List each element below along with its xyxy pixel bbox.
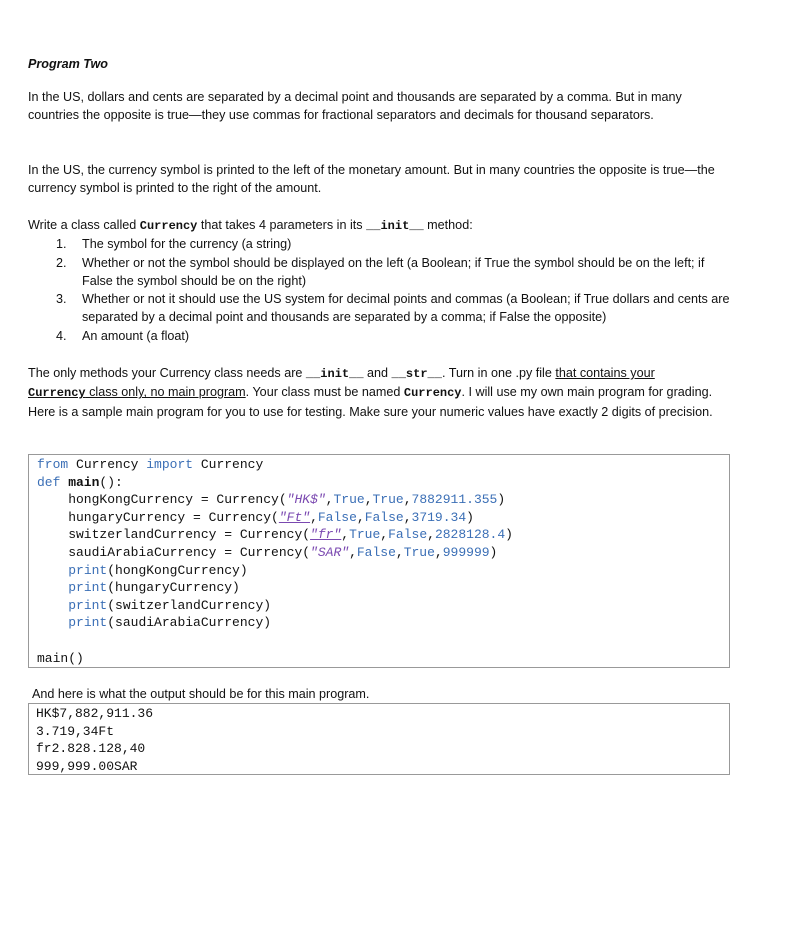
code-text: , <box>341 527 350 543</box>
code-text: hungaryCurrency = Currency( <box>37 509 279 525</box>
output-box <box>28 703 730 775</box>
init-code: __init__ <box>305 367 364 381</box>
code-line <box>37 597 271 615</box>
code-number: 3719.34 <box>411 509 467 525</box>
code-string: "HK$" <box>286 492 326 508</box>
code-text: ) <box>489 545 498 560</box>
class-spec-text: that takes 4 parameters in its <box>197 218 367 232</box>
list-text: An amount (a float) <box>82 328 190 343</box>
output-line: 3.719,34Ft <box>36 723 115 739</box>
code-text: , <box>434 545 443 560</box>
code-boolean: False <box>388 527 428 543</box>
code-line: main() <box>37 650 84 666</box>
list-item <box>28 254 733 291</box>
code-keyword: import <box>146 457 194 472</box>
class-spec-text: method: <box>423 218 473 232</box>
list-item <box>28 290 733 327</box>
code-text: hongKongCurrency = Currency( <box>37 492 287 508</box>
code-boolean: True <box>333 492 365 508</box>
code-text: ) <box>497 492 506 508</box>
code-keyword: from <box>37 457 69 472</box>
code-text: , <box>325 492 334 508</box>
paragraph-separators: In the US, dollars and cents are separated by a decimal point and thousands are separated by a comma. But in many countries the opposite is true—they use commas for fractional separators and decimals for thousand separators. <box>28 90 682 123</box>
code-text: , <box>349 545 357 560</box>
underlined-class-code: Currency <box>28 386 86 401</box>
code-text: ) <box>466 509 474 525</box>
code-line <box>37 614 271 632</box>
code-keyword: def <box>37 474 61 490</box>
output-line: 999,999.00SAR <box>36 758 138 774</box>
paragraph-methods <box>28 364 733 421</box>
output-line: HK$7,882,911.36 <box>36 706 154 721</box>
list-number: 3. <box>56 292 67 307</box>
code-text: ) <box>505 527 513 543</box>
methods-text: . Turn in one .py file <box>441 366 556 380</box>
code-boolean: False <box>356 545 396 560</box>
code-text: , <box>395 545 404 560</box>
class-name-code: Currency <box>139 219 198 233</box>
methods-text: . Your class must be named <box>245 385 404 400</box>
list-number: 1. <box>56 237 67 252</box>
output-label: And here is what the output should be for this main program. <box>32 687 370 701</box>
list-text: Whether or not the symbol should be displayed on the left (a Boolean; if True the symbol should be on the left; if False the symbol should be on the right) <box>82 255 705 288</box>
list-number: 4. <box>56 328 67 343</box>
code-text: (): <box>99 474 123 490</box>
code-sample-box <box>28 454 730 668</box>
code-boolean: True <box>372 492 404 508</box>
code-text: , <box>310 509 318 525</box>
code-text: (saudiArabiaCurrency) <box>107 615 272 631</box>
code-text: , <box>364 492 373 508</box>
code-number: 2828128.4 <box>434 527 506 543</box>
code-text: , <box>403 509 412 525</box>
init-method-code: __init__ <box>366 219 424 233</box>
list-text: Whether or not it should use the US system for decimal points and commas (a Boolean; if True dollars and cents are separated by a decimal point and thousands are separated by a comma; if False the opposite) <box>82 292 730 325</box>
paragraph-symbol-position: In the US, the currency symbol is printed to the left of the monetary amount. But in many countries the opposite is true—the currency symbol is printed to the right of the amount. <box>28 163 715 196</box>
code-line <box>37 491 505 509</box>
code-line <box>37 579 240 597</box>
code-string: "fr" <box>310 527 342 543</box>
code-function-name: main <box>60 474 100 490</box>
underlined-text: that contains your <box>555 366 655 380</box>
list-number: 2. <box>56 255 67 270</box>
code-boolean: False <box>317 509 357 525</box>
paragraph-class-spec <box>28 216 733 345</box>
code-boolean: True <box>403 545 435 560</box>
code-builtin: print <box>68 597 108 613</box>
code-text: , <box>380 527 389 543</box>
code-line <box>37 562 248 580</box>
code-text: (hongKongCurrency) <box>107 562 248 578</box>
code-text: , <box>356 509 365 525</box>
parameter-list <box>28 235 733 345</box>
class-spec-text: Write a class called <box>28 218 140 232</box>
page-title: Program Two <box>28 57 109 71</box>
code-builtin: print <box>68 580 108 596</box>
code-boolean: True <box>349 527 381 543</box>
code-text: Currency <box>68 457 147 472</box>
code-text: , <box>427 527 435 543</box>
underlined-text: class only, no main program <box>85 385 246 400</box>
code-text: (hungaryCurrency) <box>107 580 240 596</box>
code-text: saudiArabiaCurrency = Currency( <box>37 545 311 560</box>
code-text: Currency <box>193 457 264 472</box>
methods-text: The only methods your Currency class needs are <box>28 366 306 380</box>
code-boolean: False <box>364 509 404 525</box>
methods-text: and <box>363 366 392 380</box>
code-text: (switzerlandCurrency) <box>107 597 272 613</box>
methods-text: . I will use my own main program for grading. Here is a sample main program for you to use for testing. Make sure your numeric values have exactly 2 digits of precision. <box>28 385 713 419</box>
code-line <box>37 456 263 474</box>
code-number: 7882911.355 <box>411 492 498 508</box>
code-builtin: print <box>68 615 108 631</box>
str-code: __str__ <box>391 367 442 381</box>
code-text: switzerlandCurrency = Currency( <box>37 527 311 543</box>
class-name-code: Currency <box>403 386 462 401</box>
code-line <box>37 526 513 544</box>
code-text: , <box>403 492 412 508</box>
output-line: fr2.828.128,40 <box>36 741 146 756</box>
list-text: The symbol for the currency (a string) <box>82 237 292 252</box>
code-line <box>37 509 474 527</box>
code-builtin: print <box>68 562 108 578</box>
code-string: "SAR" <box>310 545 350 560</box>
list-item <box>28 327 733 345</box>
list-item <box>28 235 733 253</box>
code-line <box>37 544 497 562</box>
code-line <box>37 474 123 492</box>
code-string: "Ft" <box>278 509 311 525</box>
code-number: 999999 <box>442 545 490 560</box>
